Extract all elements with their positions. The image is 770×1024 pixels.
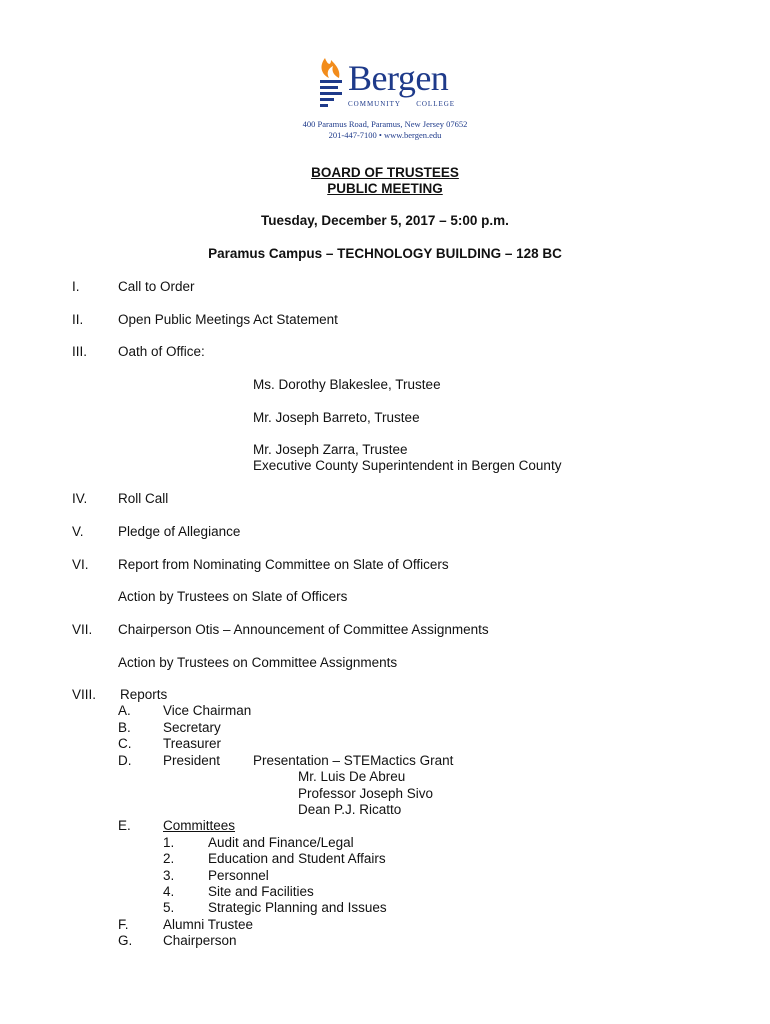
item-num-vii: VII. — [72, 622, 93, 637]
committee-audit: Audit and Finance/Legal — [208, 835, 354, 850]
meeting-date: Tuesday, December 5, 2017 – 5:00 p.m. — [261, 213, 509, 228]
contact-line: 201-447-7100 • www.bergen.edu — [328, 130, 442, 140]
item-pledge: Pledge of Allegiance — [118, 524, 241, 539]
presenter-ricatto: Dean P.J. Ricatto — [298, 802, 402, 817]
item-committee-action: Action by Trustees on Committee Assignments — [118, 655, 398, 670]
item-num-iii: III. — [72, 344, 88, 359]
committee-personnel: Personnel — [208, 868, 269, 883]
report-treasurer: Treasurer — [163, 736, 222, 751]
oath-zarra-title: Executive County Superintendent in Bergen County — [253, 458, 562, 473]
item-num-i: I. — [72, 279, 80, 294]
committee-num-5: 5. — [163, 900, 175, 915]
logo-subtitle — [348, 100, 455, 108]
report-chairperson: Chairperson — [163, 933, 237, 948]
report-letter-d: D. — [118, 753, 132, 768]
committee-num-1: 1. — [163, 835, 175, 850]
report-president: President — [163, 753, 221, 768]
report-alumni-trustee: Alumni Trustee — [163, 917, 254, 932]
report-letter-f: F. — [118, 917, 129, 932]
presenter-de-abreu: Mr. Luis De Abreu — [298, 769, 406, 784]
committee-num-4: 4. — [163, 884, 175, 899]
item-num-vi: VI. — [72, 557, 89, 572]
report-letter-c: C. — [118, 736, 132, 751]
presenter-sivo: Professor Joseph Sivo — [298, 786, 434, 801]
item-open-meetings: Open Public Meetings Act Statement — [118, 312, 338, 327]
item-committee-announcement: Chairperson Otis – Announcement of Committee Assignments — [118, 622, 489, 637]
logo-sub-left: COMMUNITY — [348, 100, 401, 108]
oath-zarra: Mr. Joseph Zarra, Trustee — [253, 442, 408, 457]
committee-num-2: 2. — [163, 851, 175, 866]
oath-barreto: Mr. Joseph Barreto, Trustee — [253, 410, 420, 425]
logo-sub-right: COLLEGE — [416, 100, 456, 108]
item-num-viii: VIII. — [72, 687, 97, 702]
report-secretary: Secretary — [163, 720, 221, 735]
doc-subtitle: PUBLIC MEETING — [327, 181, 443, 196]
report-committees: Committees — [163, 818, 236, 833]
report-vice-chairman: Vice Chairman — [163, 703, 252, 718]
flame-icon — [322, 58, 340, 78]
doc-title: BOARD OF TRUSTEES — [311, 165, 459, 180]
report-letter-e: E. — [118, 818, 131, 833]
item-oath: Oath of Office: — [118, 344, 205, 359]
report-letter-b: B. — [118, 720, 131, 735]
committee-num-3: 3. — [163, 868, 175, 883]
report-letter-a: A. — [118, 703, 131, 718]
item-num-iv: IV. — [72, 491, 88, 506]
item-call-to-order: Call to Order — [118, 279, 195, 294]
committee-site: Site and Facilities — [208, 884, 314, 899]
item-nominating-report: Report from Nominating Committee on Slate of Officers — [118, 557, 449, 572]
item-num-v: V. — [72, 524, 84, 539]
address-line: 400 Paramus Road, Paramus, New Jersey 07652 — [302, 119, 468, 129]
meeting-location: Paramus Campus – TECHNOLOGY BUILDING – 128 BC — [208, 246, 562, 261]
report-letter-g: G. — [118, 933, 133, 948]
item-num-ii: II. — [72, 312, 84, 327]
presentation-title: Presentation – STEMactics Grant — [253, 753, 454, 768]
item-roll-call: Roll Call — [118, 491, 169, 506]
item-reports: Reports — [120, 687, 168, 702]
oath-blakeslee: Ms. Dorothy Blakeslee, Trustee — [253, 377, 441, 392]
committee-strategic: Strategic Planning and Issues — [208, 900, 387, 915]
committee-education: Education and Student Affairs — [208, 851, 386, 866]
item-slate-action: Action by Trustees on Slate of Officers — [118, 589, 348, 604]
logo-wordmark: Bergen — [348, 58, 449, 98]
